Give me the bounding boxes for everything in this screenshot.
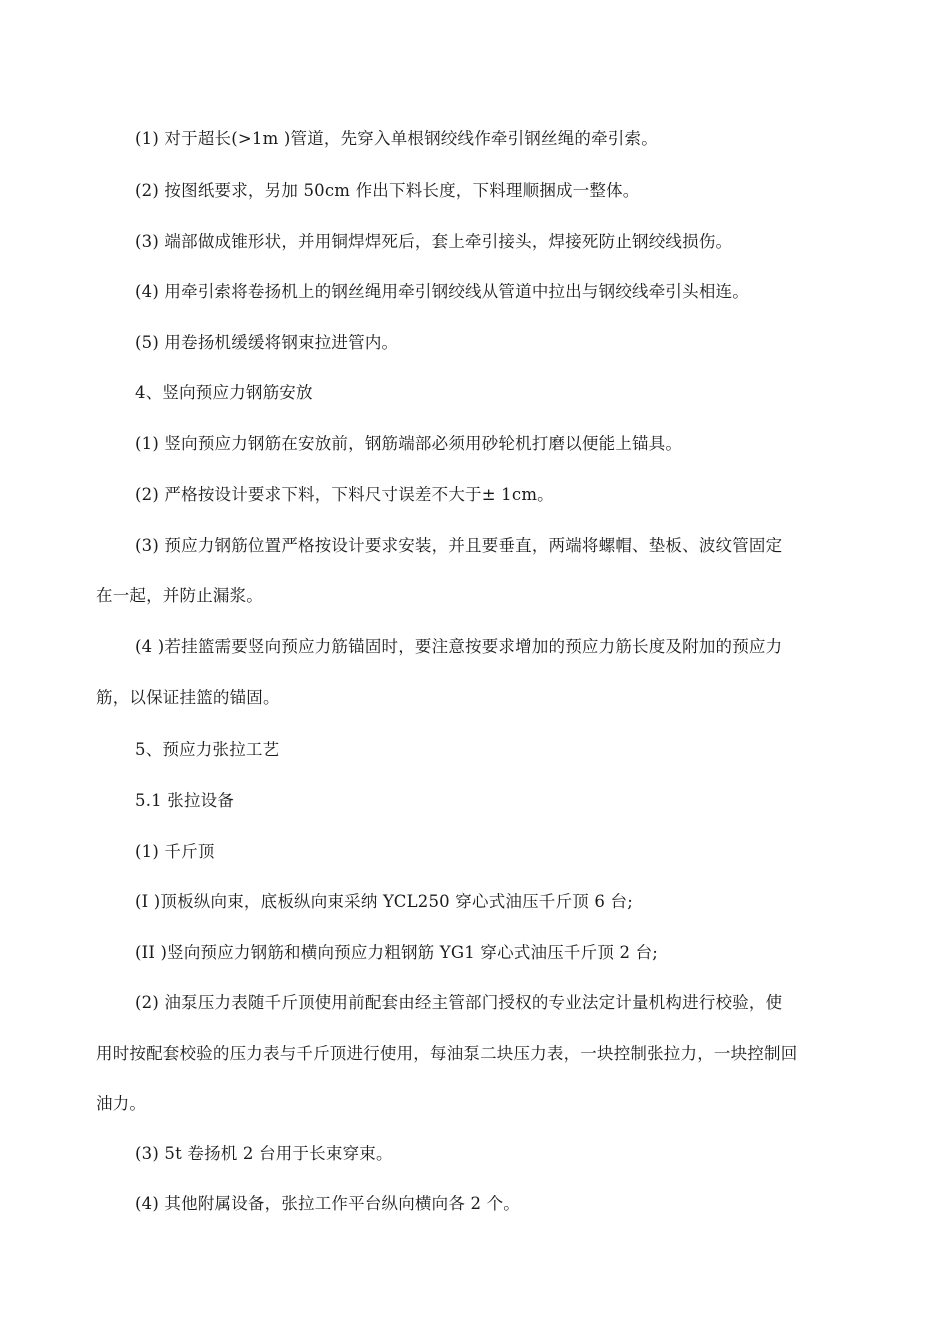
paragraph-line: (3) 端部做成锥形状，并用铜焊焊死后，套上牵引接头，焊接死防止钢绞线损伤。: [135, 232, 733, 251]
paragraph-line: 筋，以保证挂篮的锚固。: [96, 688, 280, 707]
paragraph-line: (4 )若挂篮需要竖向预应力筋锚固时，要注意按要求增加的预应力筋长度及附加的预应力: [135, 637, 783, 656]
paragraph-line: (4) 其他附属设备，张拉工作平台纵向横向各 2 个。: [135, 1194, 521, 1213]
paragraph-line: 油力。: [96, 1094, 147, 1113]
paragraph-line: (I )顶板纵向束，底板纵向束采纳 YCL250 穿心式油压千斤顶 6 台;: [135, 892, 633, 911]
paragraph-line: (5) 用卷扬机缓缓将钢束拉进管内。: [135, 333, 399, 352]
paragraph-line: (II )竖向预应力钢筋和横向预应力粗钢筋 YG1 穿心式油压千斤顶 2 台;: [135, 943, 659, 962]
paragraph-line: 用时按配套校验的压力表与千斤顶进行使用，每油泵二块压力表，一块控制张拉力，一块控制回: [96, 1044, 798, 1063]
paragraph-line: (2) 油泵压力表随千斤顶使用前配套由经主管部门授权的专业法定计量机构进行校验，使: [135, 993, 783, 1012]
paragraph-line: (1) 对于超长(>1m )管道，先穿入单根钢绞线作牵引钢丝绳的牵引索。: [135, 129, 658, 148]
section-heading: 5、预应力张拉工艺: [135, 740, 280, 759]
paragraph-line: (3) 预应力钢筋位置严格按设计要求安装，并且要垂直，两端将螺帽、垫板、波纹管固定: [135, 536, 783, 555]
paragraph-line: (3) 5t 卷扬机 2 台用于长束穿束。: [135, 1144, 393, 1163]
paragraph-line: (2) 严格按设计要求下料，下料尺寸误差不大于± 1cm。: [135, 485, 554, 504]
paragraph-line: (1) 竖向预应力钢筋在安放前，钢筋端部必须用砂轮机打磨以便能上锚具。: [135, 434, 683, 453]
paragraph-line: (4) 用牵引索将卷扬机上的钢丝绳用牵引钢绞线从管道中拉出与钢绞线牵引头相连。: [135, 282, 749, 301]
paragraph-line: (2) 按图纸要求，另加 50cm 作出下料长度，下料理顺捆成一整体。: [135, 181, 640, 200]
subsection-heading: 5.1 张拉设备: [135, 791, 235, 810]
section-heading: 4、竖向预应力钢筋安放: [135, 383, 313, 402]
paragraph-line: (1) 千斤顶: [135, 842, 215, 861]
paragraph-line: 在一起，并防止漏浆。: [96, 586, 263, 605]
